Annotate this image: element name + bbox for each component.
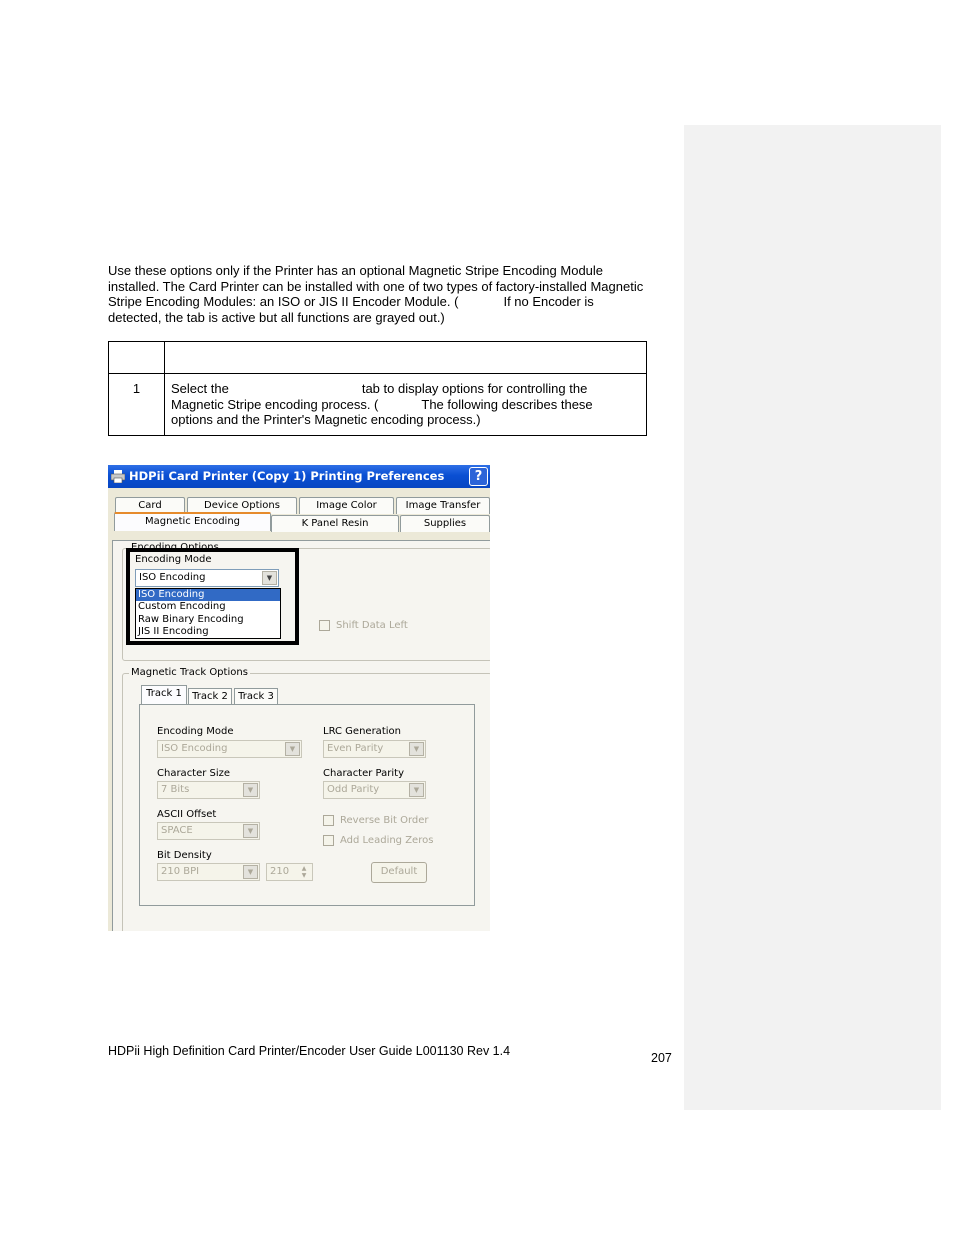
- track-encoding-mode-value: ISO Encoding: [161, 743, 228, 754]
- step-line-1: [171, 381, 640, 397]
- lrc-generation-select[interactable]: [323, 740, 426, 758]
- shift-data-left-checkbox[interactable]: [319, 620, 330, 631]
- intro-line-3: [108, 294, 678, 310]
- ascii-offset-value: SPACE: [161, 825, 193, 836]
- help-button[interactable]: ?: [469, 467, 488, 486]
- spinner-arrows-icon[interactable]: ▲ ▼: [301, 865, 307, 879]
- lrc-generation-label: LRC Generation: [323, 726, 401, 737]
- dialog-title: HDPii Card Printer (Copy 1) Printing Preferences: [129, 469, 445, 483]
- encoding-mode-dropdown: [135, 588, 281, 639]
- tab-track-1[interactable]: Track 1: [141, 685, 187, 704]
- track-encoding-mode-select[interactable]: [157, 740, 302, 758]
- chevron-down-icon[interactable]: ▼: [409, 783, 424, 797]
- character-size-select[interactable]: [157, 781, 260, 799]
- encoding-mode-label: Encoding Mode: [135, 554, 212, 565]
- intro-line-2: installed. The Card Printer can be installed with one of two types of factory-installed Magnetic: [108, 278, 644, 294]
- step-line-1a: Select the: [171, 381, 229, 396]
- lrc-generation-value: Even Parity: [327, 743, 384, 754]
- header-cell-procedure: [165, 342, 647, 374]
- ascii-offset-label: ASCII Offset: [157, 809, 217, 820]
- chevron-down-icon[interactable]: ▼: [409, 742, 424, 756]
- reverse-bit-order-label: Reverse Bit Order: [340, 815, 429, 826]
- table-row: [109, 374, 647, 436]
- page-number: 207: [651, 1051, 672, 1065]
- comment-margin-panel: [684, 125, 941, 1110]
- encoding-options-label: Encoding Options: [131, 542, 219, 553]
- dropdown-option-raw-binary[interactable]: Raw Binary Encoding: [138, 613, 244, 625]
- header-cell-step: [109, 342, 165, 374]
- chevron-down-icon[interactable]: ▼: [243, 865, 258, 879]
- character-parity-select[interactable]: [323, 781, 426, 799]
- step-line-2: [171, 397, 640, 413]
- tab-image-transfer[interactable]: Image Transfer: [396, 497, 490, 514]
- magnetic-encoding-panel: [112, 540, 490, 931]
- bit-density-spinner[interactable]: [266, 863, 313, 881]
- intro-paragraph: [108, 263, 678, 325]
- chevron-down-icon[interactable]: ▼: [243, 824, 258, 838]
- shift-data-left-label: Shift Data Left: [336, 620, 408, 631]
- step-number: 1: [109, 374, 165, 436]
- step-line-2b: The following describes these: [421, 396, 593, 412]
- intro-line-1: Use these options only if the Printer has an optional Magnetic Stripe Encoding Module: [108, 263, 604, 278]
- dropdown-option-jis[interactable]: JIS II Encoding: [138, 625, 209, 637]
- tab-k-panel-resin[interactable]: K Panel Resin: [271, 515, 399, 532]
- steps-table: [108, 341, 647, 436]
- printing-preferences-dialog: [108, 465, 490, 931]
- tab-supplies[interactable]: Supplies: [400, 515, 490, 532]
- tab-card[interactable]: Card: [115, 497, 185, 514]
- tab-device-options[interactable]: Device Options: [187, 497, 297, 514]
- intro-line-3a: Stripe Encoding Modules: an ISO or JIS II Encoder Module. (: [108, 294, 459, 309]
- tab-magnetic-encoding[interactable]: Magnetic Encoding: [114, 512, 271, 531]
- table-header-row: [109, 342, 647, 374]
- bit-density-select[interactable]: [157, 863, 260, 881]
- character-parity-value: Odd Parity: [327, 784, 380, 795]
- step-line-2a: Magnetic Stripe encoding process. (: [171, 396, 379, 412]
- dialog-titlebar: [108, 465, 490, 488]
- default-button[interactable]: Default: [371, 862, 427, 883]
- dropdown-option-iso[interactable]: ISO Encoding: [136, 589, 280, 601]
- track-1-panel: [139, 704, 475, 906]
- intro-line-3b: If no Encoder is: [503, 294, 594, 309]
- bit-density-label: Bit Density: [157, 850, 212, 861]
- step-text: [165, 374, 647, 436]
- reverse-bit-order-checkbox[interactable]: [323, 815, 334, 826]
- add-leading-zeros-checkbox[interactable]: [323, 835, 334, 846]
- dropdown-option-custom[interactable]: Custom Encoding: [138, 601, 226, 613]
- intro-line-4: detected, the tab is active but all functions are grayed out.): [108, 309, 445, 325]
- step-line-3: options and the Printer's Magnetic encoding process.): [171, 412, 481, 427]
- bit-density-spinner-value: 210: [270, 866, 290, 877]
- add-leading-zeros-label: Add Leading Zeros: [340, 835, 434, 846]
- page-footer: HDPii High Definition Card Printer/Encoder User Guide L001130 Rev 1.4: [108, 1044, 511, 1058]
- encoding-mode-select[interactable]: [135, 569, 279, 587]
- bit-density-value: 210 BPI: [161, 866, 200, 877]
- magnetic-track-options-label: Magnetic Track Options: [131, 667, 248, 678]
- tab-track-3[interactable]: Track 3: [234, 688, 278, 705]
- chevron-down-icon[interactable]: ▼: [262, 571, 277, 585]
- character-size-label: Character Size: [157, 768, 231, 779]
- track-encoding-mode-label: Encoding Mode: [157, 726, 234, 737]
- chevron-down-icon[interactable]: ▼: [243, 783, 258, 797]
- chevron-down-icon[interactable]: ▼: [285, 742, 300, 756]
- encoding-mode-value: ISO Encoding: [139, 572, 206, 583]
- tab-track-2[interactable]: Track 2: [188, 688, 232, 705]
- character-size-value: 7 Bits: [161, 784, 190, 795]
- ascii-offset-select[interactable]: [157, 822, 260, 840]
- step-line-1b: tab to display options for controlling the: [361, 381, 588, 396]
- character-parity-label: Character Parity: [323, 768, 404, 779]
- tab-image-color[interactable]: Image Color: [299, 497, 394, 514]
- printer-icon: [111, 470, 125, 483]
